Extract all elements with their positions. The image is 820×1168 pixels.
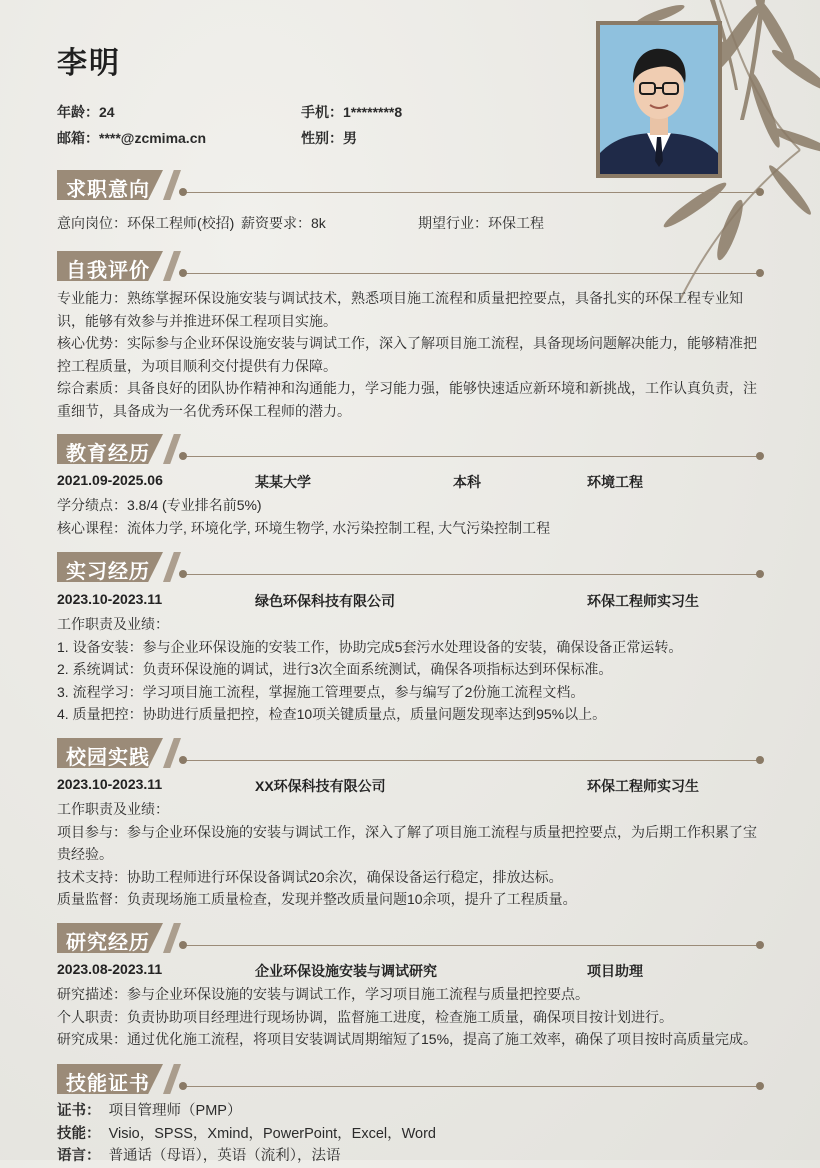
age-value: 24 xyxy=(99,104,115,120)
campus-item: 项目参与：参与企业环保设施的安装与调试工作，深入了解了项目施工流程与质量把控要点，为后期工作积累了宝贵经验。 xyxy=(57,823,757,862)
section-tab-accent xyxy=(163,170,181,200)
research-project: 企业环保设施安装与调试研究 xyxy=(255,963,437,979)
research-date: 2023.08-2023.11 xyxy=(57,961,163,977)
section-header-self-eval xyxy=(57,251,764,281)
avatar-portrait-icon xyxy=(600,25,718,174)
section-tab-accent xyxy=(163,1064,181,1094)
divider-dot-right xyxy=(756,188,764,196)
education-school: 某某大学 xyxy=(255,474,311,490)
campus-details xyxy=(57,798,767,911)
divider-dot-left xyxy=(179,1082,187,1090)
divider xyxy=(183,273,760,274)
intent-salary: 薪资要求：8k xyxy=(241,215,326,231)
education-date: 2021.09-2025.06 xyxy=(57,472,163,488)
divider-dot-right xyxy=(756,756,764,764)
intent-industry: 期望行业：环保工程 xyxy=(418,215,544,231)
divider-dot-left xyxy=(179,756,187,764)
skills-skill xyxy=(57,1123,767,1146)
internship-company: 绿色环保科技有限公司 xyxy=(255,593,395,609)
internship-date: 2023.10-2023.11 xyxy=(57,591,163,607)
education-details xyxy=(57,494,767,539)
section-title: 校园实践 xyxy=(66,747,150,769)
self-eval-item: 专业能力：熟练掌握环保设施安装与调试技术，熟悉项目施工流程和质量把控要点，具备扎实的环保工程专业知识，能够有效参与并推进环保工程项目实施。 xyxy=(57,290,743,329)
internship-item: 3. 流程学习：学习项目施工流程，掌握施工管理要点，参与编写了2份施工流程文档。 xyxy=(57,683,585,700)
gender-label: 性别： xyxy=(301,130,343,146)
education-courses: 核心课程：流体力学, 环境化学, 环境生物学, 水污染控制工程, 大气污染控制工程 xyxy=(57,519,551,536)
intent-position: 意向岗位：环保工程师(校招) xyxy=(57,215,235,231)
section-tab-accent xyxy=(163,434,181,464)
age-label: 年龄： xyxy=(57,104,99,120)
section-title: 自我评价 xyxy=(66,260,150,282)
research-details xyxy=(57,983,767,1051)
divider xyxy=(183,456,760,457)
divider xyxy=(183,574,760,575)
research-role: 项目助理 xyxy=(587,963,643,979)
email-field xyxy=(57,128,206,148)
divider xyxy=(183,760,760,761)
campus-date: 2023.10-2023.11 xyxy=(57,776,163,792)
candidate-name: 李明 xyxy=(57,47,121,80)
internship-row xyxy=(57,591,767,611)
research-item: 研究成果：通过优化施工流程，将项目安装调试周期缩短了15%，提高了施工效率，确保了项目按时高质量完成。 xyxy=(57,1031,758,1047)
skill-label: 技能： xyxy=(57,1125,101,1142)
internship-intro: 工作职责及业绩： xyxy=(57,616,169,632)
lang-label: 语言： xyxy=(57,1148,101,1164)
education-degree: 本科 xyxy=(453,474,481,490)
section-header-campus xyxy=(57,738,764,768)
education-major: 环境工程 xyxy=(587,474,643,490)
campus-intro: 工作职责及业绩： xyxy=(57,801,169,817)
divider-dot-left xyxy=(179,188,187,196)
section-title: 教育经历 xyxy=(66,443,150,465)
section-title: 研究经历 xyxy=(66,932,150,954)
section-tab-accent xyxy=(163,552,181,582)
campus-row xyxy=(57,776,767,796)
skills-details xyxy=(57,1100,767,1168)
section-header-research xyxy=(57,923,764,953)
skill-value: Visio，SPSS，Xmind，PowerPoint，Excel，Word xyxy=(108,1125,437,1142)
research-item: 个人职责：负责协助项目经理进行现场协调，监督施工进度，检查施工质量，确保项目按计划进行。 xyxy=(57,1008,673,1025)
section-tab-accent xyxy=(163,923,181,953)
profile-photo xyxy=(596,21,722,178)
section-tab-accent xyxy=(163,251,181,281)
campus-item: 技术支持：协助工程师进行环保设备调试20余次，确保设备运行稳定，排放达标。 xyxy=(57,868,563,885)
section-tab-accent xyxy=(163,738,181,768)
research-item: 研究描述：参与企业环保设施的安装与调试工作，学习项目施工流程与质量把控要点。 xyxy=(57,986,589,1002)
divider-dot-left xyxy=(179,452,187,460)
section-title: 技能证书 xyxy=(66,1073,150,1095)
self-eval-list xyxy=(57,287,767,422)
section-title: 实习经历 xyxy=(66,561,150,583)
divider-dot-left xyxy=(179,269,187,277)
divider xyxy=(183,1086,760,1087)
gender-field xyxy=(301,128,357,148)
divider xyxy=(183,192,760,193)
divider xyxy=(183,945,760,946)
internship-item: 2. 系统调试：负责环保设施的调试，进行3次全面系统测试，确保各项指标达到环保标准。 xyxy=(57,661,613,677)
skills-lang xyxy=(57,1145,767,1168)
phone-value: 1********8 xyxy=(343,104,403,120)
divider-dot-right xyxy=(756,269,764,277)
lang-value: 普通话（母语），英语（流利），法语 xyxy=(108,1148,341,1164)
campus-item: 质量监督：负责现场施工质量检查，发现并整改质量问题10余项，提升了工程质量。 xyxy=(57,891,577,907)
campus-role: 环保工程师实习生 xyxy=(587,778,699,794)
section-header-education xyxy=(57,434,764,464)
phone-field xyxy=(301,102,402,122)
divider-dot-right xyxy=(756,1082,764,1090)
divider-dot-right xyxy=(756,570,764,578)
gender-value: 男 xyxy=(343,130,357,146)
divider-dot-left xyxy=(179,941,187,949)
section-header-skills xyxy=(57,1064,764,1094)
cert-value: 项目管理师（PMP） xyxy=(108,1103,242,1119)
email-label: 邮箱： xyxy=(57,130,99,146)
internship-details xyxy=(57,613,767,726)
internship-item: 4. 质量把控：协助进行质量把控，检查10项关键质量点，质量问题发现率达到95%以上。 xyxy=(57,706,607,722)
age-field xyxy=(57,102,115,122)
section-title: 求职意向 xyxy=(66,179,150,201)
self-eval-item: 综合素质：具备良好的团队协作精神和沟通能力，学习能力强，能够快速适应新环境和新挑战，工作认真负责，注重细节，具备成为一名优秀环保工程师的潜力。 xyxy=(57,380,757,419)
internship-item: 1. 设备安装：参与企业环保设施的安装工作，协助完成5套污水处理设备的安装，确保设备正常运转。 xyxy=(57,638,683,655)
self-eval-item: 核心优势：实际参与企业环保设施安装与调试工作，深入了解项目施工流程，具备现场问题解决能力，能够精准把控工程质量，为项目顺利交付提供有力保障。 xyxy=(57,335,757,374)
divider-dot-right xyxy=(756,452,764,460)
cert-label: 证书： xyxy=(57,1103,101,1119)
skills-cert xyxy=(57,1100,767,1123)
research-row xyxy=(57,961,767,981)
email-value: ****@zcmima.cn xyxy=(99,130,207,146)
section-header-internship xyxy=(57,552,764,582)
education-gpa: 学分绩点：3.8/4 (专业排名前5%) xyxy=(57,497,262,513)
phone-label: 手机： xyxy=(301,104,343,120)
divider-dot-right xyxy=(756,941,764,949)
divider-dot-left xyxy=(179,570,187,578)
internship-role: 环保工程师实习生 xyxy=(587,593,699,609)
section-header-intent xyxy=(57,170,764,200)
education-row xyxy=(57,472,767,492)
campus-company: XX环保科技有限公司 xyxy=(255,778,386,794)
